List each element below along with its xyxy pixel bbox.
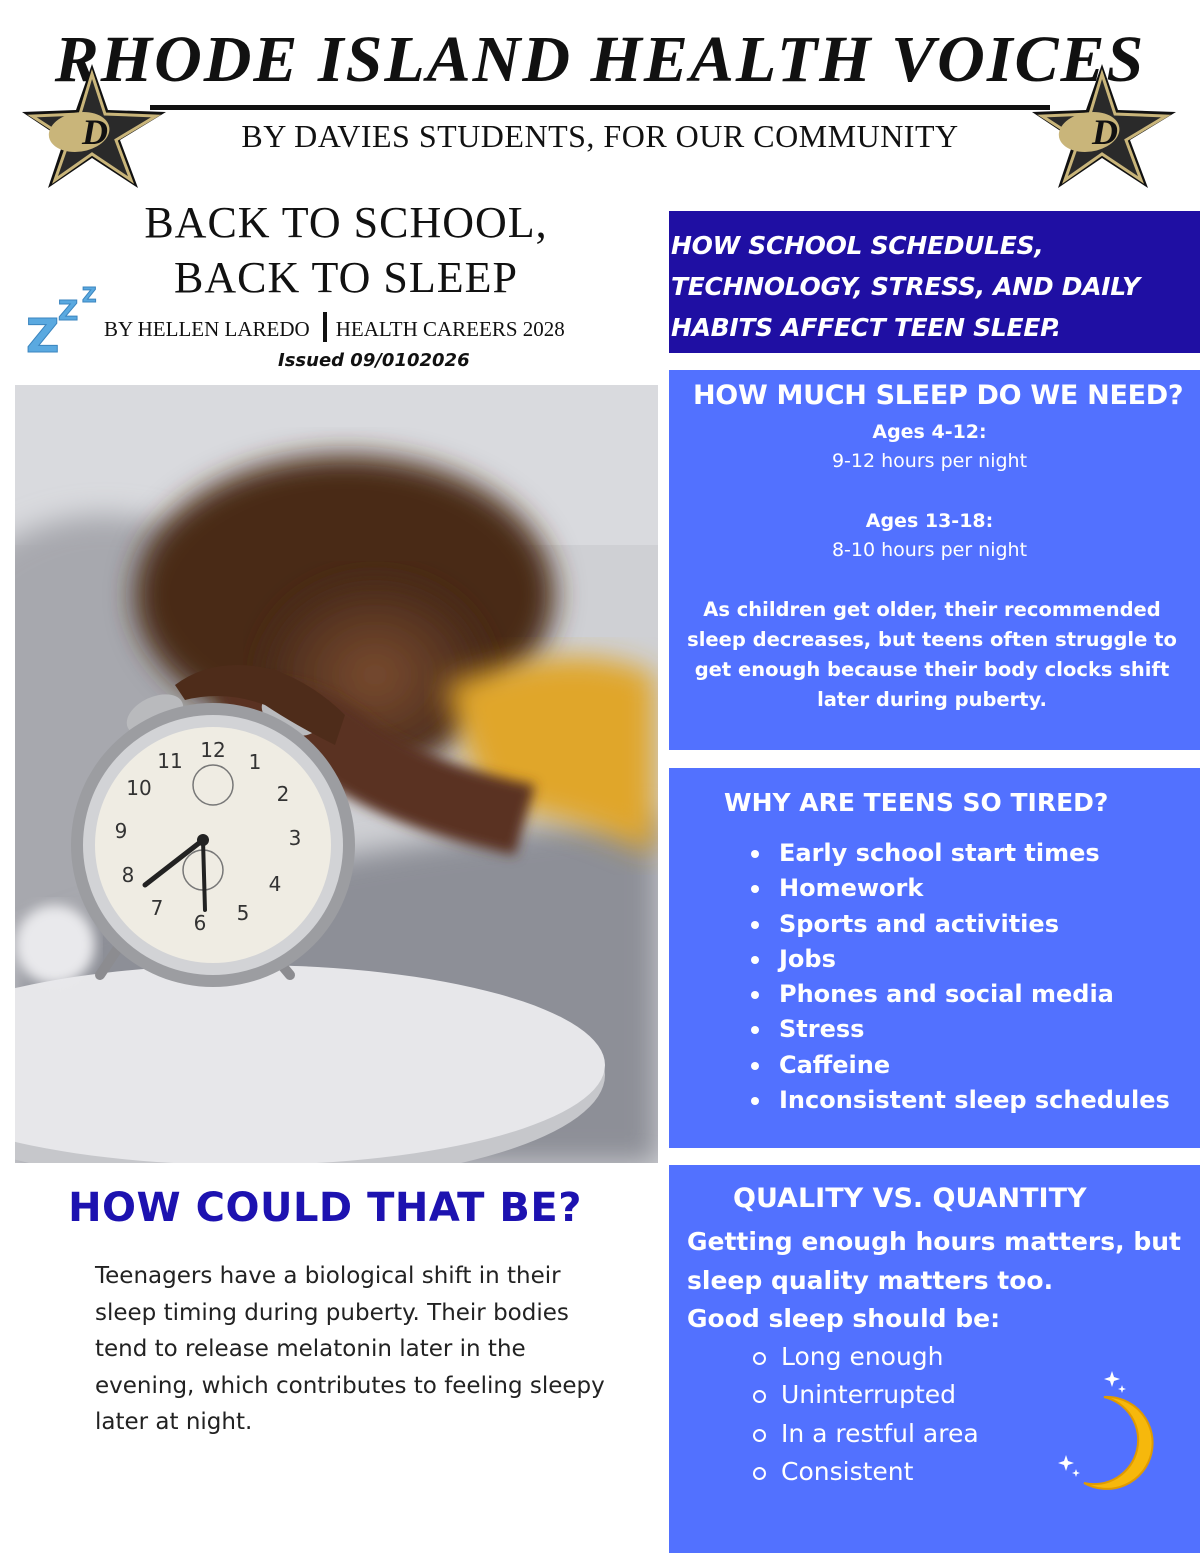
quality-intro [687,1223,1187,1339]
svg-text:11: 11 [157,749,183,773]
svg-text:1: 1 [248,750,262,774]
issue-date: Issued 09/0102026 [278,350,470,371]
subheadline-banner: HOW SCHOOL SCHEDULES, TECHNOLOGY, STRESS, AND DAILY HABITS AFFECT TEEN SLEEP. [669,211,1200,353]
program-name: HEALTH CAREERS 2028 [335,317,565,341]
list-item: Jobs [749,942,1170,977]
article-title-line1: BACK TO SCHOOL, [144,198,548,247]
masthead-subtitle: BY DAVIES STUDENTS, FOR OUR COMMUNITY [241,118,959,154]
masthead-divider [150,105,1050,110]
tired-reasons-list [749,836,1170,1118]
svg-text:10: 10 [126,776,152,800]
article-title-line2: BACK TO SLEEP [174,253,518,302]
teens-tired-heading: WHY ARE TEENS SO TIRED? [724,788,1109,817]
list-item: Stress [749,1012,1170,1047]
good-sleep-list [751,1338,979,1491]
svg-text:12: 12 [200,738,226,762]
svg-text:Z: Z [82,283,97,307]
list-item: Sports and activities [749,907,1170,942]
how-could-heading: HOW COULD THAT BE? [68,1185,582,1231]
svg-text:4: 4 [268,872,282,896]
quality-intro-line: Getting enough hours matters, but [687,1227,1181,1256]
list-item: Homework [749,871,1170,906]
quality-quantity-panel [669,1165,1200,1553]
star-d-logo-icon [1030,62,1180,192]
hours-label: 8-10 hours per night [831,539,1028,561]
age-label: Ages 13-18: [865,510,994,532]
svg-text:6: 6 [193,911,207,935]
quality-heading: QUALITY VS. QUANTITY [733,1183,1087,1214]
hours-label: 9-12 hours per night [831,450,1028,472]
svg-text:5: 5 [236,901,250,925]
list-item: Early school start times [749,836,1170,871]
age-group-4-12 [669,418,1190,476]
masthead-title: RHODE ISLAND HEALTH VOICES [54,23,1146,96]
svg-text:Z: Z [58,294,79,327]
list-item: Long enough [751,1338,979,1376]
byline-divider [323,312,327,342]
crescent-moon-stars-icon [1054,1365,1164,1500]
svg-text:7: 7 [150,896,164,920]
age-group-13-18 [669,507,1190,565]
list-item: Uninterrupted [751,1376,979,1414]
list-item: Caffeine [749,1048,1170,1083]
teens-tired-panel [669,768,1200,1148]
byline [104,312,565,342]
list-item: In a restful area [751,1415,979,1453]
list-item: Phones and social media [749,977,1170,1012]
svg-text:D: D [1092,112,1118,152]
quality-intro-line: sleep quality matters too. [687,1265,1054,1295]
list-item: Consistent [751,1453,979,1491]
star-d-logo-icon [20,62,170,192]
svg-text:8: 8 [121,863,135,887]
svg-text:D: D [82,112,108,152]
article-title [40,195,652,305]
quality-intro-line: Good sleep should be: [687,1304,1001,1333]
sleep-zzz-icon [26,282,108,358]
how-could-body: Teenagers have a biological shift in their sleep timing during puberty. Their bodies tend to release melatonin later in the evening, which contributes to feeling sleepy later at night. [95,1263,605,1435]
svg-text:Z: Z [26,309,60,358]
svg-text:3: 3 [288,826,302,850]
sleep-need-heading: HOW MUCH SLEEP DO WE NEED? [693,380,1184,411]
svg-text:9: 9 [114,819,128,843]
sleep-need-note: As children get older, their recommended sleep decreases, but teens often struggle to get enough because their body clocks shift later during puberty. [687,598,1177,711]
author-name: BY HELLEN LAREDO [104,317,310,341]
list-item: Inconsistent sleep schedules [749,1083,1170,1118]
hero-photo-alarm-clock [15,385,658,1163]
age-label: Ages 4-12: [872,421,987,443]
svg-text:2: 2 [276,782,290,806]
sleep-need-panel [669,370,1200,750]
